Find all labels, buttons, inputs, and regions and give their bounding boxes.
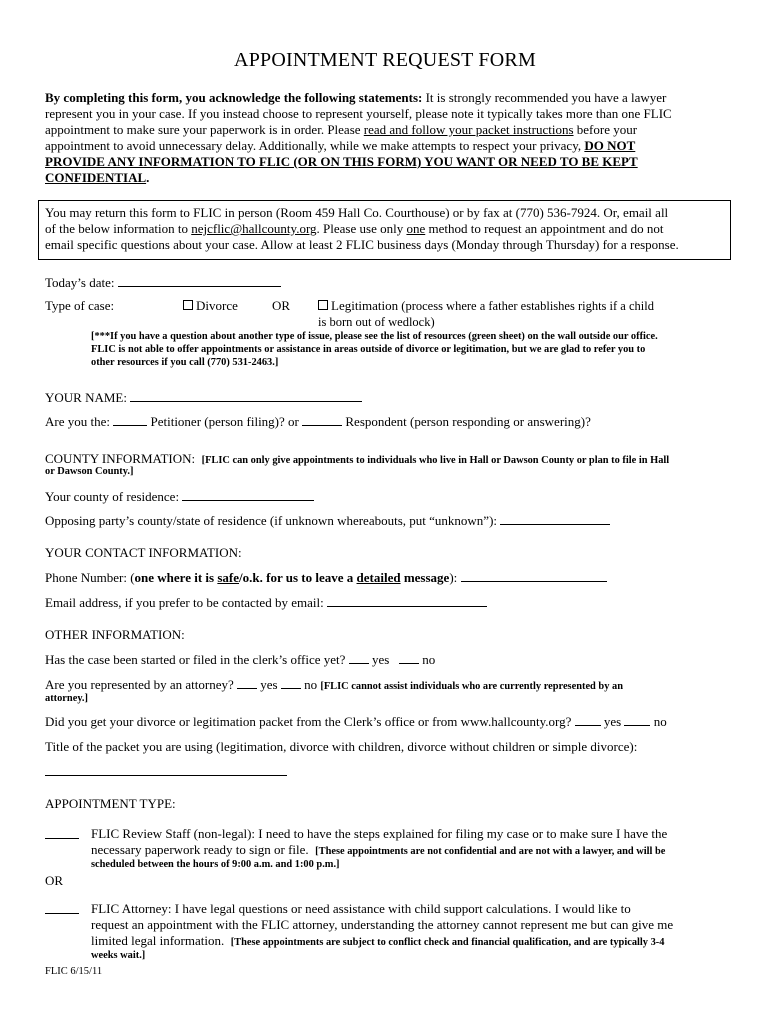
packet-yes-blank[interactable] [575,724,601,726]
intro-line-3-b: before your [573,122,638,137]
todays-date-label: Today’s date: [45,275,115,290]
legitimation-checkbox[interactable] [318,300,328,310]
notice-line-3: email specific questions about your case. Allow at least 2 FLIC business days (Monday through Thursday) for a response. [45,237,679,252]
case-type-or: OR [272,298,291,313]
phone-label-d: message [400,570,450,585]
review-staff-blank[interactable] [45,838,79,839]
packet-no-blank[interactable] [624,724,650,726]
your-name-field[interactable] [130,400,362,402]
county-residence-field[interactable] [182,499,314,501]
packet-source-row [45,714,667,730]
flic-email-text: nejcflic@hallcounty.org [191,221,317,236]
attorney-yes-blank[interactable] [237,687,257,689]
packet-instructions-text: read and follow your packet instructions [363,122,574,137]
intro-line-1 [45,90,666,106]
attorney-yes-label: yes [260,677,278,692]
intro-bold-lead: By completing this form, you acknowledge the following statements: [45,90,423,105]
notice-one-text: one [406,221,426,236]
appointment-or: OR [45,873,64,888]
county-heading: COUNTY INFORMATION: [45,451,196,466]
intro-line-3-a: appointment to make sure your paperwork is in order. Please [45,122,364,137]
form-title: APPOINTMENT REQUEST FORM [234,49,536,71]
case-started-yes-label: yes [371,652,390,667]
email-field[interactable] [327,605,487,607]
respondent-blank[interactable] [302,424,342,426]
petitioner-label: Petitioner (person filing)? or [147,414,303,429]
case-type-note-1: [***If you have a question about another type of issue, please see the list of resources (green sheet) on the wall outside our office. [91,331,658,342]
case-started-row [45,652,435,668]
review-staff-line-1: FLIC Review Staff (non-legal): I need to have the steps explained for filing my case or to make sure I have the [91,826,668,841]
intro-line-3 [45,122,637,138]
notice-line-2 [45,221,664,237]
confidential-text: CONFIDENTIAL [45,170,147,185]
case-started-question: Has the case been started or filed in the clerk’s office yet? [45,652,346,667]
packet-no-label: no [653,714,667,729]
phone-label-a: Phone Number: ( [45,570,135,585]
intro-line-4-a: appointment to avoid unnecessary delay. Additionally, while we make attempts to respect your privacy, [45,138,585,153]
case-started-no-blank[interactable] [399,662,419,664]
county-residence-label: Your county of residence: [45,489,180,504]
case-started-no-label: no [422,652,436,667]
attorney-no-label: no [304,677,318,692]
flic-attorney-line-1: FLIC Attorney: I have legal questions or need assistance with child support calculations. I would like to [91,901,631,916]
flic-attorney-line-3-text: limited legal information. [91,933,225,948]
notice-line-2-b: . Please use only [316,221,407,236]
attorney-note-2: attorney.] [45,693,88,704]
divorce-checkbox[interactable] [183,300,193,310]
phone-label-safe: safe [217,570,240,585]
review-staff-note-1: [These appointments are not confidential and are not with a lawyer, and will be [315,846,666,857]
notice-line-2-a: of the below information to [45,221,192,236]
petitioner-blank[interactable] [113,424,147,426]
attorney-note-1: [FLIC cannot assist individuals who are currently represented by an [320,681,623,692]
legitimation-note-2: is born out of wedlock) [318,315,435,329]
review-staff-note-2: scheduled between the hours of 9:00 a.m. and 1:00 p.m.] [91,859,340,870]
review-staff-line-2-text: necessary paperwork ready to sign or file. [91,842,309,857]
respondent-label: Respondent (person responding or answering)? [342,414,591,429]
email-row [45,595,487,611]
phone-label-c: /o.k. for us to leave a [239,570,357,585]
county-heading-row [45,451,669,469]
intro-line-6 [45,170,149,186]
attorney-row [45,677,623,695]
intro-line-6-end: . [146,170,150,185]
do-not-warning: DO NOT [584,138,636,153]
packet-title-field[interactable] [45,775,287,776]
flic-attorney-note-1: [These appointments are subject to conflict check and financial qualification, and are typically 3-4 [230,937,665,948]
todays-date-field[interactable] [118,285,281,287]
attorney-question: Are you represented by an attorney? [45,677,234,692]
phone-row [45,570,607,586]
county-note-1: [FLIC can only give appointments to individuals who live in Hall or Dawson County or plan to file in Hall [201,455,670,466]
appointment-type-heading: APPOINTMENT TYPE: [45,796,176,811]
county-residence-row [45,489,314,505]
packet-source-question: Did you get your divorce or legitimation packet from the Clerk’s office or from www.hallcounty.org? [45,714,572,729]
your-name-label: YOUR NAME: [45,390,127,405]
notice-line-1: You may return this form to FLIC in person (Room 459 Hall Co. Courthouse) or by fax at (770) 536-7924. Or, email all [45,205,669,220]
packet-title-question: Title of the packet you are using (legitimation, divorce with children, divorce without children or simple divorce): [45,739,638,754]
role-prefix: Are you the: [45,414,114,429]
flic-attorney-note-2: weeks wait.] [91,950,146,961]
case-type-divorce-option[interactable] [183,298,238,314]
phone-label-detailed: detailed [356,570,401,585]
packet-yes-label: yes [603,714,622,729]
intro-line-5: PROVIDE ANY INFORMATION TO FLIC (OR ON THIS FORM) YOU WANT OR NEED TO BE KEPT [45,154,638,169]
your-name-row [45,390,362,406]
other-heading: OTHER INFORMATION: [45,627,185,642]
opposing-county-field[interactable] [500,523,610,525]
divorce-label: Divorce [196,298,238,313]
flic-attorney-blank[interactable] [45,913,79,914]
intro-line-1-rest: It is strongly recommended you have a lawyer [422,90,667,105]
case-started-yes-blank[interactable] [349,662,369,664]
case-type-label: Type of case: [45,298,115,313]
form-version-footer: FLIC 6/15/11 [45,966,103,977]
case-type-note-2: FLIC is not able to offer appointments or assistance in areas outside of divorce or legitimation, but we are glad to refer you to [91,344,646,355]
notice-line-2-c: method to request an appointment and do not [425,221,664,236]
phone-number-field[interactable] [461,580,607,582]
case-type-note-3: other resources if you call (770) 531-2463.] [91,357,279,368]
county-note-2: or Dawson County.] [45,466,134,477]
email-label: Email address, if you prefer to be contacted by email: [45,595,324,610]
attorney-no-blank[interactable] [281,687,301,689]
contact-heading: YOUR CONTACT INFORMATION: [45,545,242,560]
flic-attorney-line-2: request an appointment with the FLIC attorney, understanding the attorney cannot represent me but can give me [91,917,674,932]
legitimation-note-1: (process where a father establishes rights if a child [398,299,654,313]
phone-label-e: ): [449,570,458,585]
flic-attorney-line-3 [91,933,664,951]
todays-date-row [45,275,281,291]
intro-line-4 [45,138,635,154]
phone-label-b: one where it is [134,570,218,585]
case-type-legitimation-option[interactable] [318,298,654,314]
intro-line-2: represent you in your case. If you instead choose to represent yourself, please note it typically takes more than one FLIC [45,106,672,121]
legitimation-label: Legitimation [331,298,399,313]
opposing-county-row [45,513,610,529]
role-row [45,414,591,430]
opposing-county-label: Opposing party’s county/state of residence (if unknown whereabouts, put “unknown”): [45,513,498,528]
